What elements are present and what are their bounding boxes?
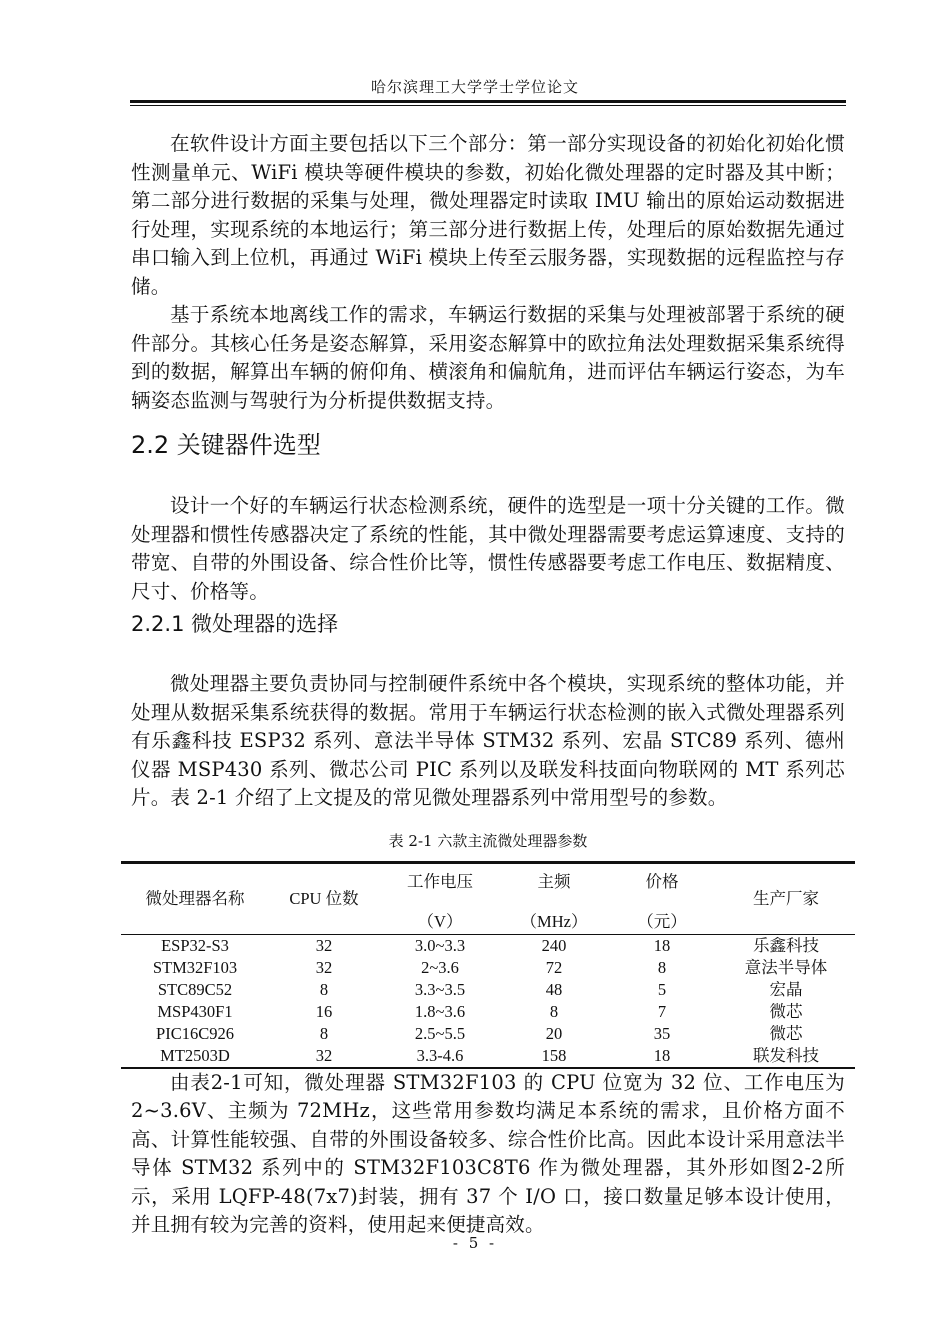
- table-row: [121, 957, 855, 979]
- table-header-row: [121, 862, 855, 934]
- table-cell: 意法半导体: [744, 957, 828, 977]
- table-cell: 18: [653, 935, 671, 955]
- header-rule-thin: [130, 105, 846, 106]
- column-header-cpu: CPU 位数: [289, 888, 359, 908]
- table-cell: 20: [545, 1023, 563, 1043]
- table-cell: 8: [657, 957, 667, 977]
- column-header-voltage: 工作电压 （V）: [407, 871, 473, 931]
- table-cell: 2.5~5.5: [414, 1023, 466, 1043]
- table-cell: STM32F103: [152, 957, 238, 977]
- table-cell: 8: [319, 979, 329, 999]
- table-cell: 32: [315, 935, 333, 955]
- table-cell: 72: [545, 957, 563, 977]
- section-heading-2-2: 2.2 关键器件选型: [131, 431, 321, 459]
- table-cell: 2~3.6: [421, 957, 459, 977]
- spacer: [131, 480, 845, 492]
- table-cell: PIC16C926: [156, 1023, 234, 1043]
- section-heading-2-2-1: 2.2.1 微处理器的选择: [131, 612, 339, 636]
- table-cell: 3.0~3.3: [414, 935, 466, 955]
- table-cell: 3.3~3.5: [414, 979, 466, 999]
- header-rule-thick: [130, 100, 846, 103]
- column-header-frequency: 主频 （MHz）: [520, 871, 588, 931]
- table-row: [121, 934, 855, 957]
- paragraph-mcu-intro: 微处理器主要负责协同与控制硬件系统中各个模块，实现系统的整体功能，并处理从数据采集系统获得的数据。常用于车辆运行状态检测的嵌入式微处理器系列有乐鑫科技 ESP32 系列、意法半导体 STM32 系列、宏晶 STC89 系列、德州仪器 MSP430 系列、微芯公司 PIC 系列以及联发科技面向物联网的 MT 系列芯片。表 2-1 介绍了上文提及的常见微处理器系列中常用型号的参数。: [131, 672, 845, 809]
- table-cell: 240: [541, 935, 567, 955]
- table-row: [121, 1045, 855, 1068]
- table-row: [121, 1001, 855, 1023]
- table-cell: 联发科技: [717, 1045, 855, 1068]
- table-cell: 8: [319, 1023, 329, 1043]
- spacer: [131, 658, 845, 670]
- column-header-price: 价格 （元）: [637, 871, 687, 931]
- column-header-name: 微处理器名称: [145, 888, 245, 908]
- paragraph-software-design: 在软件设计方面主要包括以下三个部分：第一部分实现设备的初始化初始化惯性测量单元、WiFi 模块等硬件模块的参数，初始化微处理器的定时器及其中断；第二部分进行数据的采集与处理，微处理器定时读取 IMU 输出的原始运动数据进行处理，实现系统的本地运行；第三部分进行数据上传，处理后的原始数据先通过串口输入到上位机，再通过 WiFi 模块上传至云服务器，实现数据的远程监控与存储。: [131, 132, 845, 298]
- table-cell: 3.3-4.6: [379, 1045, 501, 1068]
- table-caption: 表 2-1 六款主流微处理器参数: [388, 831, 588, 850]
- paragraph-mcu-conclusion: 由表2-1可知，微处理器 STM32F103 的 CPU 位宽为 32 位、工作电压为 2~3.6V、主频为 72MHz，这些常用参数均满足本系统的需求，且价格方面不高、计算性能较强、自带的外围设备较多、综合性价比高。因此本设计采用意法半导体 STM32 系列中的 STM32F103C8T6 作为微处理器，其外形如图2-2所示，采用 LQFP-48(7x7)封装，拥有 37 个 I/O 口，接口数量足够本设计使用，并且拥有较为完善的资料，使用起来便捷高效。: [131, 1070, 845, 1236]
- table-cell: MSP430F1: [157, 1001, 233, 1021]
- table-cell: 微芯: [769, 1001, 803, 1021]
- table-cell: 32: [315, 957, 333, 977]
- paragraph-component-selection: 设计一个好的车辆运行状态检测系统，硬件的选型是一项十分关键的工作。微处理器和惯性传感器决定了系统的性能，其中微处理器需要考虑运算速度、支持的带宽、自带的外围设备、综合性价比等，惯性传感器要考虑工作电压、数据精度、尺寸、价格等。: [131, 494, 845, 603]
- running-header: 哈尔滨理工大学学士学位论文: [370, 78, 579, 96]
- table-cell: 16: [315, 1001, 333, 1021]
- table-cell: 48: [545, 979, 563, 999]
- table-cell: 35: [653, 1023, 671, 1043]
- table-cell: 8: [549, 1001, 559, 1021]
- table-cell: STC89C52: [157, 979, 233, 999]
- table-cell: 乐鑫科技: [753, 935, 819, 955]
- table-cell: 1.8~3.6: [414, 1001, 466, 1021]
- paragraph-local-processing: 基于系统本地离线工作的需求，车辆运行数据的采集与处理被部署于系统的硬件部分。其核心任务是姿态解算，采用姿态解算中的欧拉角法处理数据采集系统得到的数据，解算出车辆的俯仰角、横滚角和偏航角，进而评估车辆运行姿态，为车辆姿态监测与驾驶行为分析提供数据支持。: [131, 303, 845, 412]
- table-cell: MT2503D: [121, 1045, 269, 1068]
- table-cell: 18: [607, 1045, 717, 1068]
- table-cell: 158: [501, 1045, 607, 1068]
- body-content: [131, 130, 845, 1240]
- table-cell: ESP32-S3: [161, 935, 229, 955]
- table-cell: 宏晶: [769, 979, 803, 999]
- table-cell: 5: [657, 979, 667, 999]
- table-row: [121, 979, 855, 1001]
- column-header-maker: 生产厂家: [753, 888, 819, 908]
- table-cell: 32: [269, 1045, 379, 1068]
- table-row: [121, 1023, 855, 1045]
- table-cell: 微芯: [769, 1023, 803, 1043]
- page-number: - 5 -: [452, 1234, 498, 1252]
- mcu-parameter-table: [121, 861, 855, 1069]
- table-cell: 7: [657, 1001, 667, 1021]
